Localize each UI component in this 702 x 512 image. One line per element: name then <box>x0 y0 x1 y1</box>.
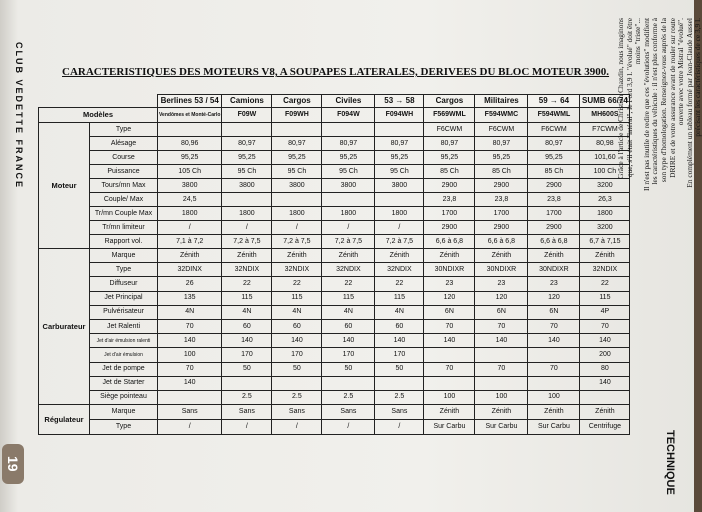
row-label: Diffuseur <box>90 277 158 291</box>
data-cell: Zénith <box>272 249 322 263</box>
data-cell: 95,25 <box>158 151 222 165</box>
table-row <box>39 193 630 207</box>
data-cell: 7,2 à 7,5 <box>322 235 375 249</box>
data-cell: Sur Carbu <box>475 420 528 435</box>
section-label: Régulateur <box>39 405 90 435</box>
data-cell: 2.5 <box>272 390 322 404</box>
data-cell: 70 <box>424 319 475 333</box>
data-cell: 95 Ch <box>272 165 322 179</box>
data-cell: F7CWM <box>580 123 630 137</box>
data-cell: 85 Ch <box>424 165 475 179</box>
row-label: Type <box>90 420 158 435</box>
data-cell: 80,97 <box>375 137 424 151</box>
data-cell: 140 <box>222 334 272 348</box>
data-cell <box>158 390 222 404</box>
modeles-label: Modèles <box>39 108 158 123</box>
data-cell: 115 <box>322 291 375 305</box>
data-cell: 1800 <box>272 207 322 221</box>
table-row <box>39 249 630 263</box>
data-cell: 140 <box>424 334 475 348</box>
data-cell <box>272 123 322 137</box>
data-cell: 115 <box>580 291 630 305</box>
data-cell: / <box>272 420 322 435</box>
data-cell: 50 <box>322 362 375 376</box>
table-row <box>39 348 630 362</box>
model-code: F594WMC <box>475 108 528 123</box>
article-line: moins "triste"... <box>633 18 643 65</box>
row-label: Tr/mn Couple Max <box>90 207 158 221</box>
data-cell: 70 <box>580 319 630 333</box>
data-cell: 105 Ch <box>158 165 222 179</box>
data-cell: 140 <box>322 334 375 348</box>
data-cell: 95,25 <box>322 151 375 165</box>
data-cell: F6CWM <box>528 123 580 137</box>
data-cell: 70 <box>528 362 580 376</box>
data-cell: 170 <box>222 348 272 362</box>
data-cell: / <box>222 221 272 235</box>
data-cell: 3800 <box>272 179 322 193</box>
data-cell: Sans <box>158 405 222 420</box>
data-cell: 2900 <box>528 221 580 235</box>
data-cell: 80,97 <box>528 137 580 151</box>
data-cell: 1800 <box>580 207 630 221</box>
article-line: son type d'homologation. Renseignez-vous auprès de la <box>659 18 668 183</box>
data-cell <box>475 376 528 390</box>
data-cell: 1700 <box>528 207 580 221</box>
data-cell: Zénith <box>580 405 630 420</box>
group-header: 53 → 58 <box>375 95 424 108</box>
data-cell: 32NDIX <box>580 263 630 277</box>
data-cell: 60 <box>322 319 375 333</box>
data-cell: 23,8 <box>475 193 528 207</box>
data-cell: 140 <box>580 334 630 348</box>
data-cell: / <box>375 420 424 435</box>
article-line: Il n'est pas inutile de redire que ces "évolutions" modifient <box>641 18 651 191</box>
data-cell: Zénith <box>375 249 424 263</box>
data-cell: Zénith <box>158 249 222 263</box>
data-cell: 70 <box>475 362 528 376</box>
data-cell: 7,1 à 7,2 <box>158 235 222 249</box>
data-cell: 140 <box>528 334 580 348</box>
data-cell: 60 <box>375 319 424 333</box>
data-cell: 140 <box>580 376 630 390</box>
section-label: Carburateur <box>39 249 90 405</box>
data-cell: 1700 <box>424 207 475 221</box>
data-cell: 2900 <box>424 179 475 193</box>
data-cell: Zénith <box>424 405 475 420</box>
data-cell: 32NDIX <box>322 263 375 277</box>
data-cell <box>475 348 528 362</box>
section-label: Moteur <box>39 123 90 249</box>
data-cell: 95,25 <box>424 151 475 165</box>
data-cell: Sans <box>375 405 424 420</box>
data-cell: 22 <box>322 277 375 291</box>
data-cell <box>375 193 424 207</box>
data-cell <box>222 376 272 390</box>
data-cell: / <box>322 221 375 235</box>
data-cell: 115 <box>222 291 272 305</box>
data-cell: 85 Ch <box>528 165 580 179</box>
data-cell: / <box>322 420 375 435</box>
modeles-row <box>39 108 630 123</box>
row-label: Pulvérisateur <box>90 305 158 319</box>
data-cell: Zénith <box>580 249 630 263</box>
data-cell: 100 Ch <box>580 165 630 179</box>
data-cell: 135 <box>158 291 222 305</box>
page-number: 19 <box>2 444 24 484</box>
data-cell: F6CWM <box>424 123 475 137</box>
table-row <box>39 405 630 420</box>
data-cell: 80,97 <box>322 137 375 151</box>
data-cell: 7,2 à 7,5 <box>375 235 424 249</box>
article-line: En complément un tableau formé par Jean-Claude Aussel <box>684 18 694 188</box>
data-cell: 1800 <box>375 207 424 221</box>
article-line: les caractéristiques du véhicule : il n'est plus conforme à <box>650 18 660 185</box>
table-row <box>39 277 630 291</box>
row-label: Couple/ Max <box>90 193 158 207</box>
data-cell: 23,8 <box>528 193 580 207</box>
data-cell: 3200 <box>580 179 630 193</box>
table-row <box>39 376 630 390</box>
data-cell: 80,97 <box>424 137 475 151</box>
data-cell: 3800 <box>322 179 375 193</box>
data-cell: 3800 <box>158 179 222 193</box>
data-cell: 120 <box>424 291 475 305</box>
data-cell: 100 <box>424 390 475 404</box>
data-cell: 6,6 à 6,8 <box>424 235 475 249</box>
table-header-row <box>39 95 630 108</box>
data-cell <box>580 390 630 404</box>
group-header: Camions <box>222 95 272 108</box>
row-label: Marque <box>90 405 158 420</box>
data-cell: 23 <box>528 277 580 291</box>
table-row <box>39 137 630 151</box>
data-cell: / <box>222 420 272 435</box>
row-label: Jet d'air émulsion <box>90 348 158 362</box>
data-cell: 23 <box>424 277 475 291</box>
data-cell <box>375 123 424 137</box>
row-label: Alésage <box>90 137 158 151</box>
table-row <box>39 235 630 249</box>
data-cell: 24,5 <box>158 193 222 207</box>
data-cell <box>322 193 375 207</box>
table-row <box>39 221 630 235</box>
data-cell: 6N <box>475 305 528 319</box>
data-cell <box>528 348 580 362</box>
row-label: Jet de Starter <box>90 376 158 390</box>
table-row <box>39 263 630 277</box>
data-cell: 80,97 <box>272 137 322 151</box>
model-code: F094W <box>322 108 375 123</box>
data-cell: 50 <box>272 362 322 376</box>
data-cell: 70 <box>528 319 580 333</box>
data-cell: Sur Carbu <box>528 420 580 435</box>
group-header: 59 → 64 <box>528 95 580 108</box>
data-cell: 2900 <box>424 221 475 235</box>
model-code: F09WH <box>272 108 322 123</box>
model-code: Vendômes et Monté-Carlo <box>158 108 222 123</box>
model-code: F569WML <box>424 108 475 123</box>
data-cell: / <box>158 221 222 235</box>
data-cell: 32NDIX <box>222 263 272 277</box>
data-cell: 32DINX <box>158 263 222 277</box>
data-cell: 1800 <box>222 207 272 221</box>
row-label: Puissance <box>90 165 158 179</box>
table-row <box>39 179 630 193</box>
data-cell: 80,98 <box>580 137 630 151</box>
data-cell: 140 <box>158 334 222 348</box>
data-cell <box>158 123 222 137</box>
row-label: Type <box>90 263 158 277</box>
data-cell: Sans <box>272 405 322 420</box>
article-line: Grâce à l'article de Christian Chazdin, nous imaginons <box>616 18 625 180</box>
data-cell: Zénith <box>222 249 272 263</box>
table-corner <box>39 95 158 108</box>
data-cell: F6CWM <box>475 123 528 137</box>
data-cell: Zénith <box>475 249 528 263</box>
data-cell: 3800 <box>222 179 272 193</box>
data-cell: 30NDIXR <box>528 263 580 277</box>
data-cell <box>322 123 375 137</box>
data-cell: Sans <box>222 405 272 420</box>
data-cell: 80,97 <box>475 137 528 151</box>
data-cell: 2900 <box>475 221 528 235</box>
data-cell <box>424 348 475 362</box>
data-cell: 6N <box>528 305 580 319</box>
data-cell: 60 <box>222 319 272 333</box>
table-row <box>39 207 630 221</box>
data-cell: 22 <box>272 277 322 291</box>
row-label: Siège pointeau <box>90 390 158 404</box>
article-line: précisant les caractéristiques de ce 3,9 l. <box>693 18 702 137</box>
data-cell: 170 <box>322 348 375 362</box>
data-cell: 2.5 <box>375 390 424 404</box>
model-code: F094WH <box>375 108 424 123</box>
data-cell: 120 <box>475 291 528 305</box>
data-cell: 95 Ch <box>322 165 375 179</box>
data-cell: 26 <box>158 277 222 291</box>
data-cell: 23,8 <box>424 193 475 207</box>
data-cell: 70 <box>475 319 528 333</box>
data-cell <box>375 376 424 390</box>
data-cell: 32NDIX <box>375 263 424 277</box>
data-cell: 22 <box>222 277 272 291</box>
row-label: Jet d'air émulsion ralenti <box>90 334 158 348</box>
data-cell: 1800 <box>158 207 222 221</box>
data-cell: 80,97 <box>222 137 272 151</box>
row-label: Jet Ralenti <box>90 319 158 333</box>
data-cell: Zénith <box>528 249 580 263</box>
data-cell <box>222 193 272 207</box>
model-code: MH600S <box>580 108 630 123</box>
data-cell: 85 Ch <box>475 165 528 179</box>
table-row <box>39 390 630 404</box>
data-cell <box>424 376 475 390</box>
row-label: Tours/mn Max <box>90 179 158 193</box>
data-cell: 95,25 <box>222 151 272 165</box>
data-cell: 95,25 <box>375 151 424 165</box>
row-label: Rapport vol. <box>90 235 158 249</box>
data-cell: 23 <box>475 277 528 291</box>
side-header: CLUB VEDETTE FRANCE <box>14 42 24 190</box>
data-cell: Sur Carbu <box>424 420 475 435</box>
section-label-technique: TECHNIQUE <box>664 430 676 495</box>
data-cell: 7,2 à 7,5 <box>222 235 272 249</box>
data-cell <box>222 123 272 137</box>
data-cell: 26,3 <box>580 193 630 207</box>
data-cell: 2900 <box>475 179 528 193</box>
data-cell: Zénith <box>475 405 528 420</box>
table-row <box>39 420 630 435</box>
data-cell: 6N <box>424 305 475 319</box>
table-row <box>39 319 630 333</box>
data-cell: 1800 <box>322 207 375 221</box>
table-row <box>39 362 630 376</box>
group-header: Cargos <box>272 95 322 108</box>
data-cell: 2.5 <box>222 390 272 404</box>
data-cell: 80,96 <box>158 137 222 151</box>
table-row <box>39 334 630 348</box>
data-cell: 115 <box>375 291 424 305</box>
article-line: ouverte avec votre Mistral "évolué". <box>676 18 686 126</box>
data-cell: 3200 <box>580 221 630 235</box>
data-cell: 3800 <box>375 179 424 193</box>
data-cell: 95,25 <box>475 151 528 165</box>
data-cell <box>272 376 322 390</box>
data-cell: 30NDIXR <box>475 263 528 277</box>
data-cell: 100 <box>475 390 528 404</box>
model-code: F594WML <box>528 108 580 123</box>
data-cell: / <box>375 221 424 235</box>
model-code: F09W <box>222 108 272 123</box>
table-row <box>39 305 630 319</box>
data-cell: 95,25 <box>272 151 322 165</box>
data-cell: 6,7 à 7,15 <box>580 235 630 249</box>
engine-spec-table <box>38 94 630 435</box>
data-cell <box>322 376 375 390</box>
data-cell: 4N <box>158 305 222 319</box>
data-cell: 50 <box>375 362 424 376</box>
data-cell: 140 <box>375 334 424 348</box>
data-cell: / <box>158 420 222 435</box>
data-cell: 30NDIXR <box>424 263 475 277</box>
data-cell: 115 <box>272 291 322 305</box>
data-cell: 4N <box>222 305 272 319</box>
data-cell: 101,60 <box>580 151 630 165</box>
data-cell: 4N <box>375 305 424 319</box>
data-cell: 6,6 à 6,8 <box>528 235 580 249</box>
data-cell: 70 <box>158 319 222 333</box>
data-cell: Zénith <box>322 249 375 263</box>
data-cell: 60 <box>272 319 322 333</box>
data-cell: Centrifuge <box>580 420 630 435</box>
table-row <box>39 151 630 165</box>
data-cell: 22 <box>580 277 630 291</box>
data-cell: 22 <box>375 277 424 291</box>
data-cell: 70 <box>424 362 475 376</box>
data-cell: 95,25 <box>528 151 580 165</box>
data-cell: 4N <box>272 305 322 319</box>
data-cell <box>272 193 322 207</box>
data-cell: 6,6 à 6,8 <box>475 235 528 249</box>
data-cell: 50 <box>222 362 272 376</box>
data-cell: 80 <box>580 362 630 376</box>
data-cell: 100 <box>528 390 580 404</box>
page-title: CARACTERISTIQUES DES MOTEURS V8, A SOUPAPES LATERALES, DERIVEES DU BLOC MOTEUR 3900. <box>62 66 610 78</box>
table-row <box>39 291 630 305</box>
row-label: Jet Principal <box>90 291 158 305</box>
table-row <box>39 123 630 137</box>
data-cell: 120 <box>528 291 580 305</box>
group-header: Militaires <box>475 95 528 108</box>
row-label: Type <box>90 123 158 137</box>
data-cell: 140 <box>272 334 322 348</box>
data-cell: 1700 <box>475 207 528 221</box>
row-label: Course <box>90 151 158 165</box>
data-cell: Zénith <box>528 405 580 420</box>
data-cell: 95 Ch <box>375 165 424 179</box>
article-line: que, s'il était "latéral", le Ford 3,9 l. "évolué" doit être <box>624 18 634 178</box>
data-cell: 140 <box>475 334 528 348</box>
data-cell: 7,2 à 7,5 <box>272 235 322 249</box>
data-cell: 32NDIX <box>272 263 322 277</box>
table-row <box>39 165 630 179</box>
data-cell: 4N <box>322 305 375 319</box>
data-cell: / <box>272 221 322 235</box>
row-label: Tr/mn limiteur <box>90 221 158 235</box>
data-cell: 140 <box>158 376 222 390</box>
group-header: SUMB 66/74 <box>580 95 630 108</box>
article-line: DRIRE et de votre assurance avant de rouler sur route <box>667 18 677 178</box>
data-cell <box>528 376 580 390</box>
data-cell: 170 <box>272 348 322 362</box>
row-label: Jet de pompe <box>90 362 158 376</box>
data-cell: 95 Ch <box>222 165 272 179</box>
data-cell: 100 <box>158 348 222 362</box>
group-header: Cargos <box>424 95 475 108</box>
group-header: Berlines 53 / 54 <box>158 95 222 108</box>
data-cell: 200 <box>580 348 630 362</box>
data-cell: 70 <box>158 362 222 376</box>
data-cell: 170 <box>375 348 424 362</box>
data-cell: 4P <box>580 305 630 319</box>
data-cell: 2900 <box>528 179 580 193</box>
data-cell: Sans <box>322 405 375 420</box>
row-label: Marque <box>90 249 158 263</box>
data-cell: Zénith <box>424 249 475 263</box>
group-header: Civiles <box>322 95 375 108</box>
data-cell: 2.5 <box>322 390 375 404</box>
